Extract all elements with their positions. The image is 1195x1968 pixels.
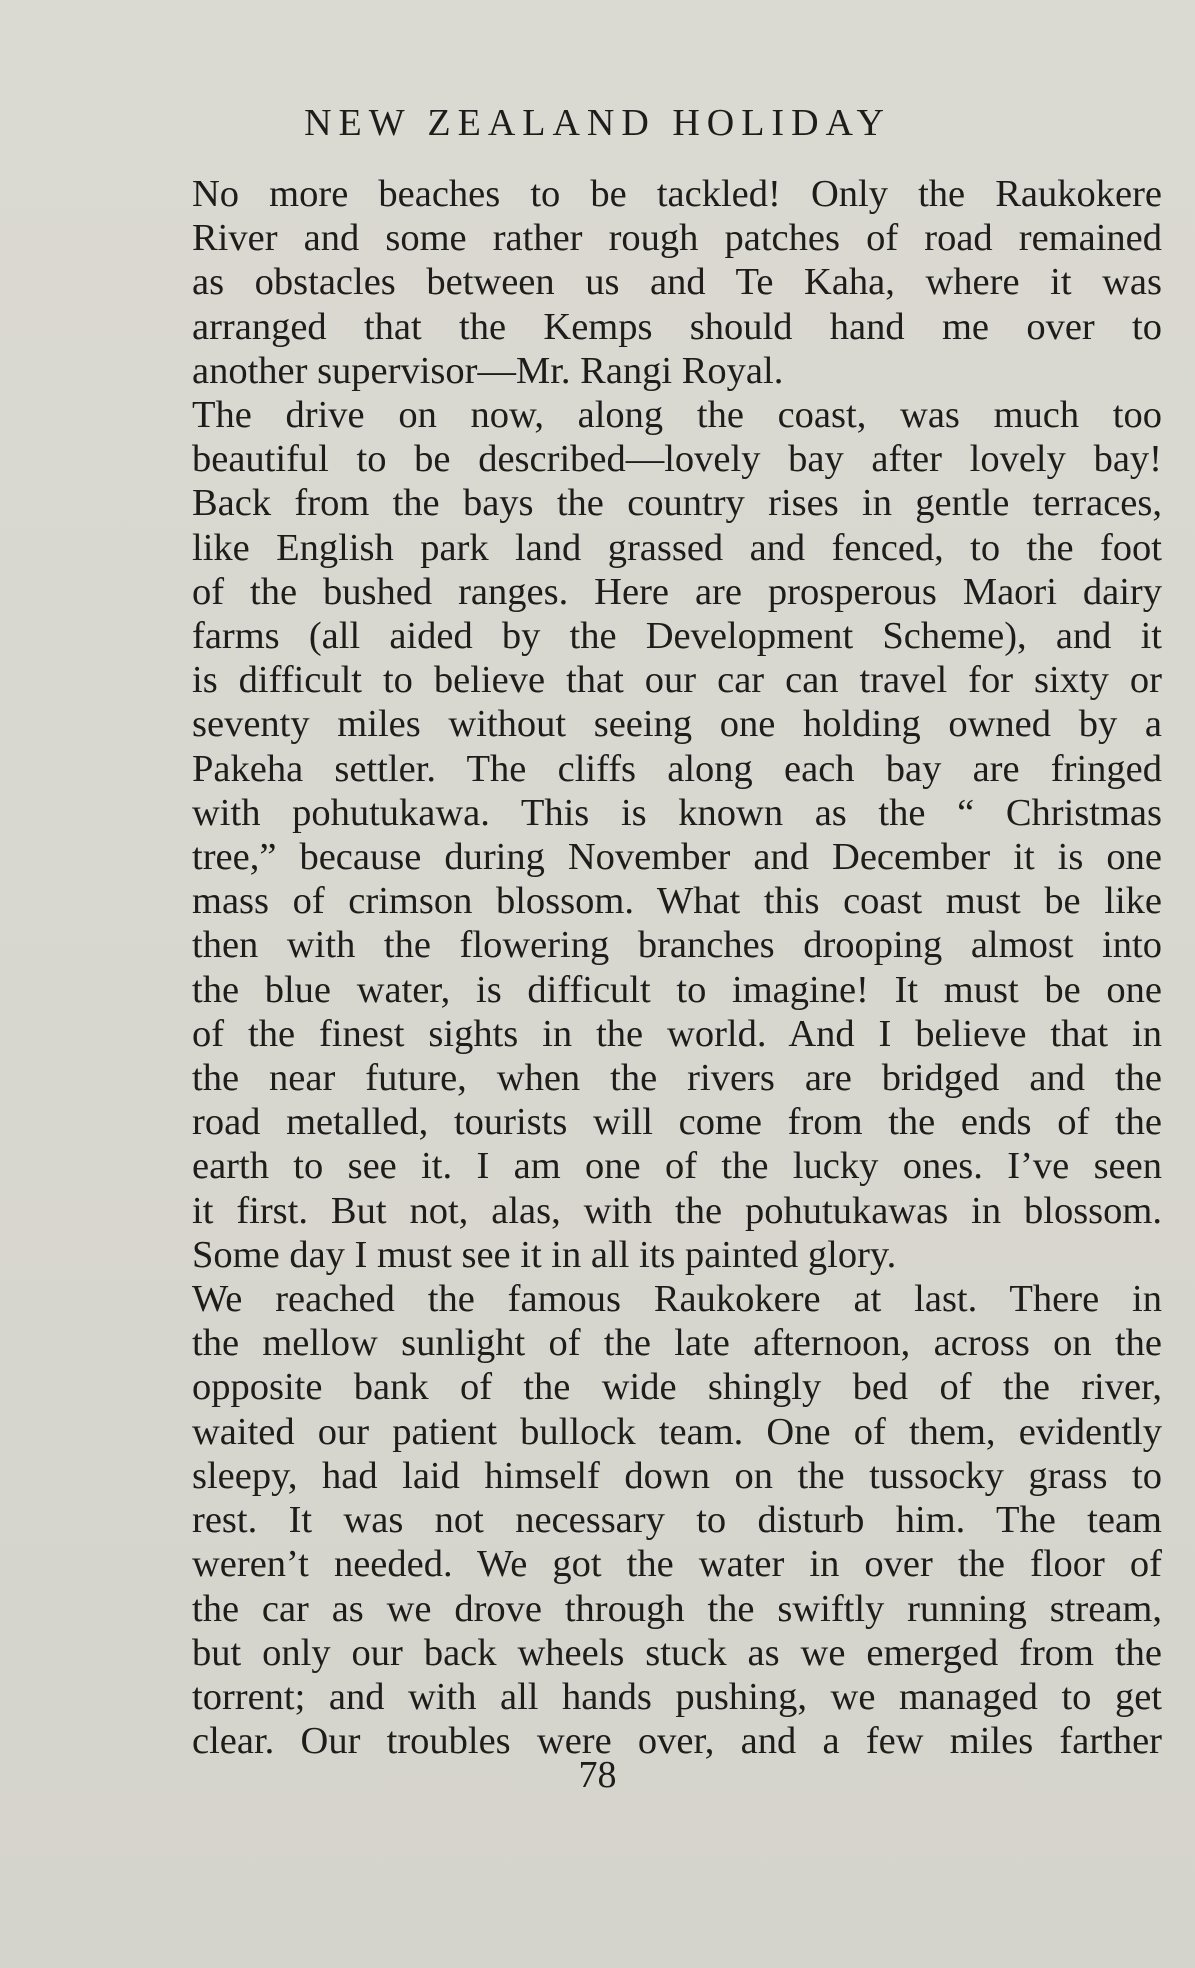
text-line: as obstacles between us and Te Kaha, where it was bbox=[192, 261, 1162, 304]
running-head: NEW ZEALAND HOLIDAY bbox=[304, 102, 891, 144]
text-line: No more beaches to be tackled! Only the Raukokere bbox=[192, 173, 1162, 215]
page-number: 78 bbox=[578, 1754, 617, 1796]
text-line: Some day I must see it in all its painted glory. bbox=[192, 1233, 897, 1276]
text-line: road metalled, tourists will come from the ends of the bbox=[192, 1101, 1162, 1144]
text-line: sleepy, had laid himself down on the tussocky grass to bbox=[192, 1454, 1162, 1497]
text-line: the mellow sunlight of the late afternoon, across on the bbox=[192, 1322, 1162, 1365]
text-line: clear. Our troubles were over, and a few miles farther bbox=[192, 1720, 1162, 1763]
text-line: tree,” because during November and December it is one bbox=[192, 836, 1162, 879]
text-line: The drive on now, along the coast, was much too bbox=[192, 394, 1162, 437]
text-line: Pakeha settler. The cliffs along each bay are fringed bbox=[192, 747, 1162, 790]
text-line: the car as we drove through the swiftly running stream, bbox=[192, 1587, 1162, 1630]
text-line: the blue water, is difficult to imagine! It must be one bbox=[192, 968, 1162, 1011]
text-line: then with the flowering branches drooping almost into bbox=[192, 924, 1162, 967]
text-line: like English park land grassed and fenced, to the foot bbox=[192, 526, 1162, 569]
paragraph bbox=[152, 172, 1162, 393]
paragraph bbox=[152, 393, 1162, 1277]
text-line: opposite bank of the wide shingly bed of the river, bbox=[192, 1366, 1162, 1409]
text-line: torrent; and with all hands pushing, we managed to get bbox=[192, 1675, 1162, 1718]
text-line: the near future, when the rivers are bridged and the bbox=[192, 1057, 1162, 1100]
text-line: another supervisor—Mr. Rangi Royal. bbox=[192, 349, 784, 392]
text-line: beautiful to be described—lovely bay after lovely bay! bbox=[192, 438, 1162, 481]
text-line: of the bushed ranges. Here are prosperous Maori dairy bbox=[192, 570, 1162, 613]
text-line: earth to see it. I am one of the lucky ones. I’ve seen bbox=[192, 1145, 1162, 1188]
text-line: River and some rather rough patches of road remained bbox=[192, 217, 1162, 260]
text-line: of the finest sights in the world. And I believe that in bbox=[192, 1012, 1162, 1055]
text-line: Back from the bays the country rises in gentle terraces, bbox=[192, 482, 1162, 525]
text-line: waited our patient bullock team. One of them, evidently bbox=[192, 1410, 1162, 1453]
text-line: weren’t needed. We got the water in over the floor of bbox=[192, 1543, 1162, 1586]
text-line: it first. But not, alas, with the pohutukawas in blossom. bbox=[192, 1189, 1162, 1232]
text-line: rest. It was not necessary to disturb him. The team bbox=[192, 1499, 1162, 1542]
text-line: We reached the famous Raukokere at last. There in bbox=[192, 1278, 1162, 1321]
text-line: is difficult to believe that our car can travel for sixty or bbox=[192, 659, 1162, 702]
text-line: mass of crimson blossom. What this coast must be like bbox=[192, 880, 1162, 923]
text-line: seventy miles without seeing one holding owned by a bbox=[192, 703, 1162, 746]
text-line: arranged that the Kemps should hand me over to bbox=[192, 305, 1162, 348]
body-text bbox=[152, 172, 1162, 1763]
text-line: farms (all aided by the Development Scheme), and it bbox=[192, 615, 1162, 658]
paragraph bbox=[152, 1277, 1162, 1763]
text-line: with pohutukawa. This is known as the “ Christmas bbox=[192, 791, 1162, 834]
text-line: but only our back wheels stuck as we emerged from the bbox=[192, 1631, 1162, 1674]
